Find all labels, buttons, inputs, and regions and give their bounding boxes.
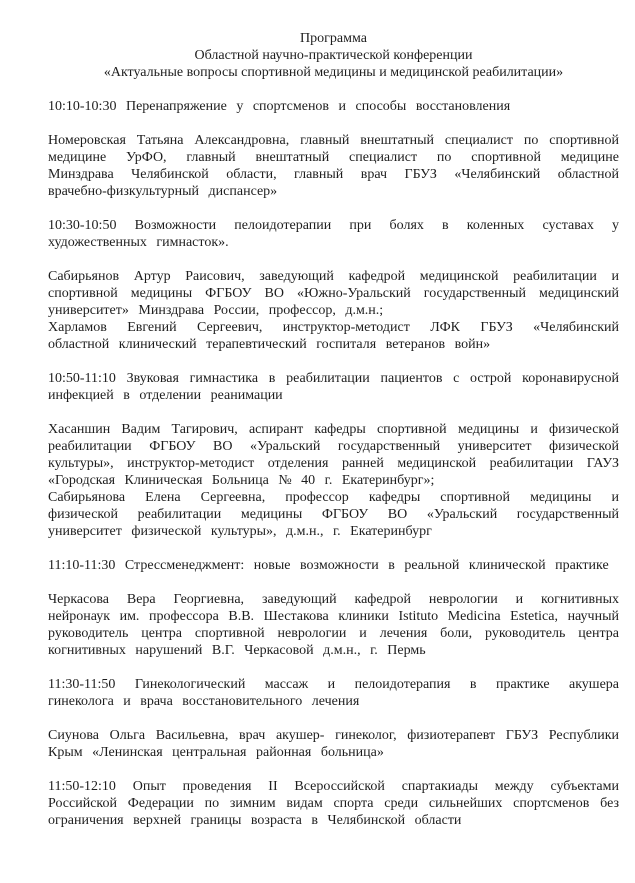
session-5-speakers [48, 727, 619, 761]
session-2-speakers [48, 268, 619, 353]
session-3 [48, 370, 619, 540]
session-5 [48, 676, 619, 761]
session-2-heading [48, 217, 619, 251]
session-1 [48, 98, 619, 200]
session-3-heading [48, 370, 619, 404]
speaker-entry: Хасаншин Вадим Тагирович, аспирант кафедры спортивной медицины и физической реабилитации ФГБОУ ВО «Уральский государственный университет физической культуры», инструктор-методист отделения ранней медицинской реабилитации ГАУЗ «Городская Клиническая Больница № 40 г. Екатеринбург»; [48, 422, 619, 488]
session-4-time: 11:10-11:30 [48, 558, 116, 573]
conference-name: Областной научно-практической конференции [194, 48, 473, 63]
document-header [48, 30, 619, 81]
session-3-topic: Звуковая гимнастика в реабилитации пациентов с острой коронавирусной инфекцией в отделении реанимации [48, 371, 620, 403]
speaker-entry: Черкасова Вера Георгиевна, заведующий кафедрой неврологии и когнитивных нейронаук им. профессора В.В. Шестакова клиники Istituto Medicina Estetica, научный руководитель центра спортивной неврологии и лечения боли, руководитель центра когнитивных нарушений В.Г. Черкасовой д.м.н., г. Пермь [48, 592, 619, 658]
session-1-time: 10:10-10:30 [48, 99, 117, 114]
program-title: Программа [300, 31, 367, 46]
session-5-time: 11:30-11:50 [48, 677, 116, 692]
conference-subtitle: «Актуальные вопросы спортивной медицины и медицинской реабилитации» [103, 65, 564, 80]
speaker-entry: Сабирьянова Елена Сергеевна, профессор кафедры спортивной медицины и физической реабилитации медицины ФГБОУ ВО «Уральский государственный университет физической культуры», д.м.н., г. Екатеринбург [48, 490, 619, 539]
session-6 [48, 778, 619, 829]
speaker-entry: Сабирьянов Артур Раисович, заведующий кафедрой медицинской реабилитации и спортивной медицины ФГБОУ ВО «Южно-Уральский государственный медицинский университет» Минздрава России, профессор, д.м.н.; [48, 269, 619, 318]
speaker-entry: Номеровская Татьяна Александровна, главный внештатный специалист по спортивной медицине УрФО, главный внештатный специалист по спортивной медицине Минздрава Челябинской области, главный врач ГБУЗ «Челябинский областной врачебно-физкультурный диспансер» [48, 133, 619, 199]
session-6-topic: Опыт проведения II Всероссийской спартакиады между субъектами Российской Федерации по зимним видам спорта среди сильнейших спортсменов без ограничения верхней границы возраста в Челябинской области [48, 779, 620, 828]
session-5-heading [48, 676, 619, 710]
speaker-entry: Сиунова Ольга Васильевна, врач акушер- гинеколог, физиотерапевт ГБУЗ Республики Крым «Ленинская центральная районная больница» [48, 728, 619, 760]
session-3-speakers [48, 421, 619, 540]
session-4-speakers [48, 591, 619, 659]
session-4 [48, 557, 619, 659]
session-2-topic: Возможности пелоидотерапии при болях в коленных суставах у художественных гимнасток». [48, 218, 619, 250]
session-1-speakers [48, 132, 619, 200]
session-5-topic: Гинекологический массаж и пелоидотерапия в практике акушера гинеколога и врача восстановительного лечения [48, 677, 620, 709]
speaker-entry: Харламов Евгений Сергеевич, инструктор-методист ЛФК ГБУЗ «Челябинский областной клинический терапевтический госпиталя ветеранов войн» [48, 320, 619, 352]
session-2 [48, 217, 619, 353]
session-6-heading [48, 778, 619, 829]
session-1-topic: Перенапряжение у спортсменов и способы восстановления [125, 99, 511, 114]
session-3-time: 10:50-11:10 [48, 371, 116, 386]
session-4-heading [48, 557, 619, 574]
session-1-heading [48, 98, 619, 115]
session-4-topic: Стрессменеджмент: новые возможности в реальной клинической практике [124, 558, 609, 573]
session-6-time: 11:50-12:10 [48, 779, 116, 794]
session-2-time: 10:30-10:50 [48, 218, 117, 233]
